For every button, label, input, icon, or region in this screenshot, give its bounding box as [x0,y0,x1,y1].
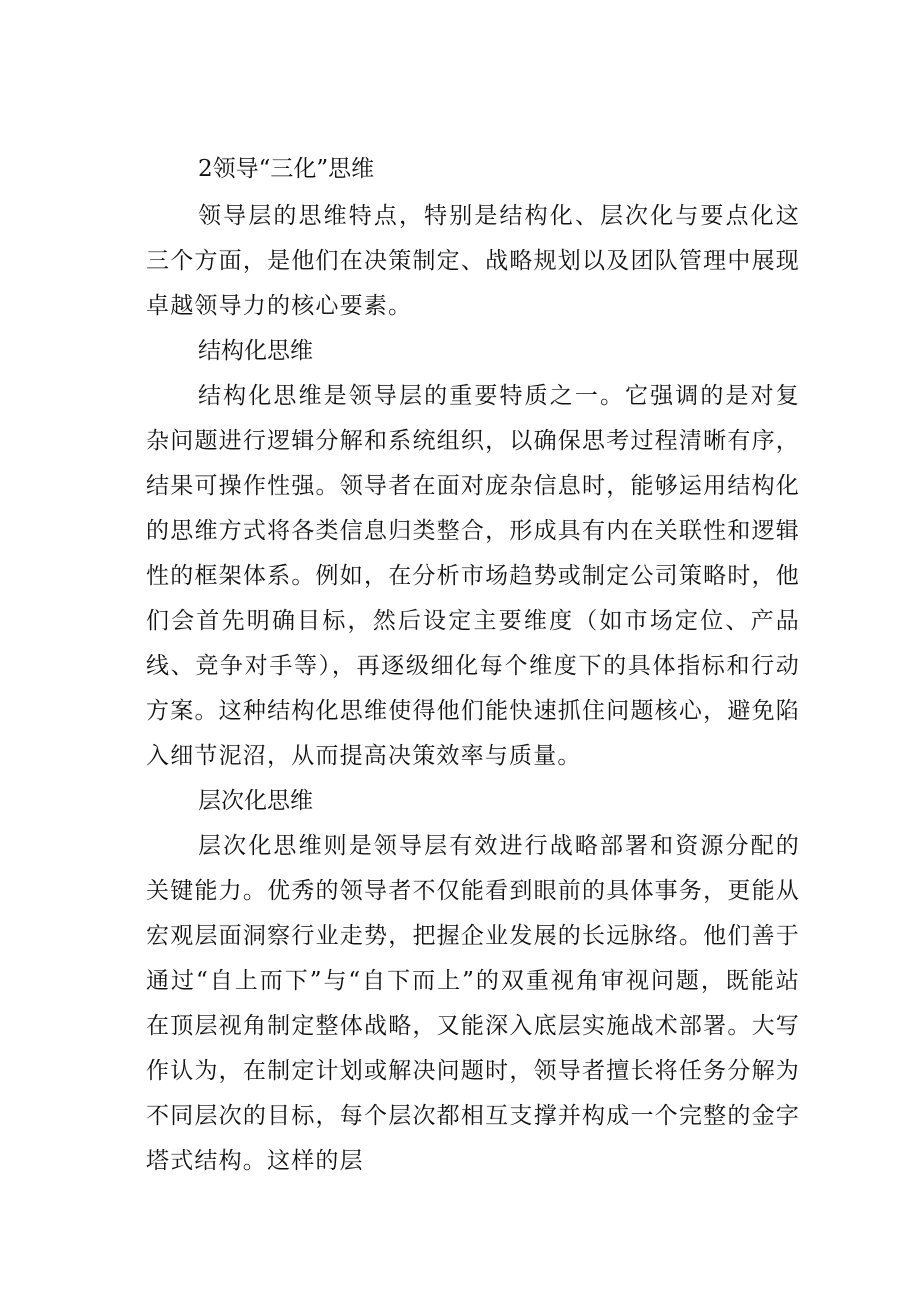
hierarchical-thinking-paragraph: 层次化思维则是领导层有效进行战略部署和资源分配的关键能力。优秀的领导者不仅能看到眼前的具体事务，更能从宏观层面洞察行业走势，把握企业发展的长远脉络。他们善于通过“自上而下”与“自下而上”的双重视角审视问题，既能站在顶层视角制定整体战略，又能深入底层实施战术部署。大写作认为，在制定计划或解决问题时，领导者擅长将任务分解为不同层次的目标，每个层次都相互支撑并构成一个完整的金字塔式结构。这样的层 [146,833,800,1174]
document-content [146,147,800,1184]
structured-thinking-paragraph: 结构化思维是领导层的重要特质之一。它强调的是对复杂问题进行逻辑分解和系统组织，以确保思考过程清晰有序，结果可操作性强。领导者在面对庞杂信息时，能够运用结构化的思维方式将各类信息归类整合，形成具有内在关联性和逻辑性的框架体系。例如，在分析市场趋势或制定公司策略时，他们会首先明确目标，然后设定主要维度（如市场定位、产品线、竞争对手等），再逐级细化每个维度下的具体指标和行动方案。这种结构化思维使得他们能快速抓住问题核心，避免陷入细节泥沼，从而提高决策效率与质量。 [146,383,800,769]
section-title: 2领导“三化”思维 [198,156,375,182]
hierarchical-thinking-heading: 层次化思维 [198,788,313,814]
intro-paragraph: 领导层的思维特点，特别是结构化、层次化与要点化这三个方面，是他们在决策制定、战略规划以及团队管理中展现卓越领导力的核心要素。 [146,203,800,319]
structured-thinking-heading: 结构化思维 [198,338,313,364]
